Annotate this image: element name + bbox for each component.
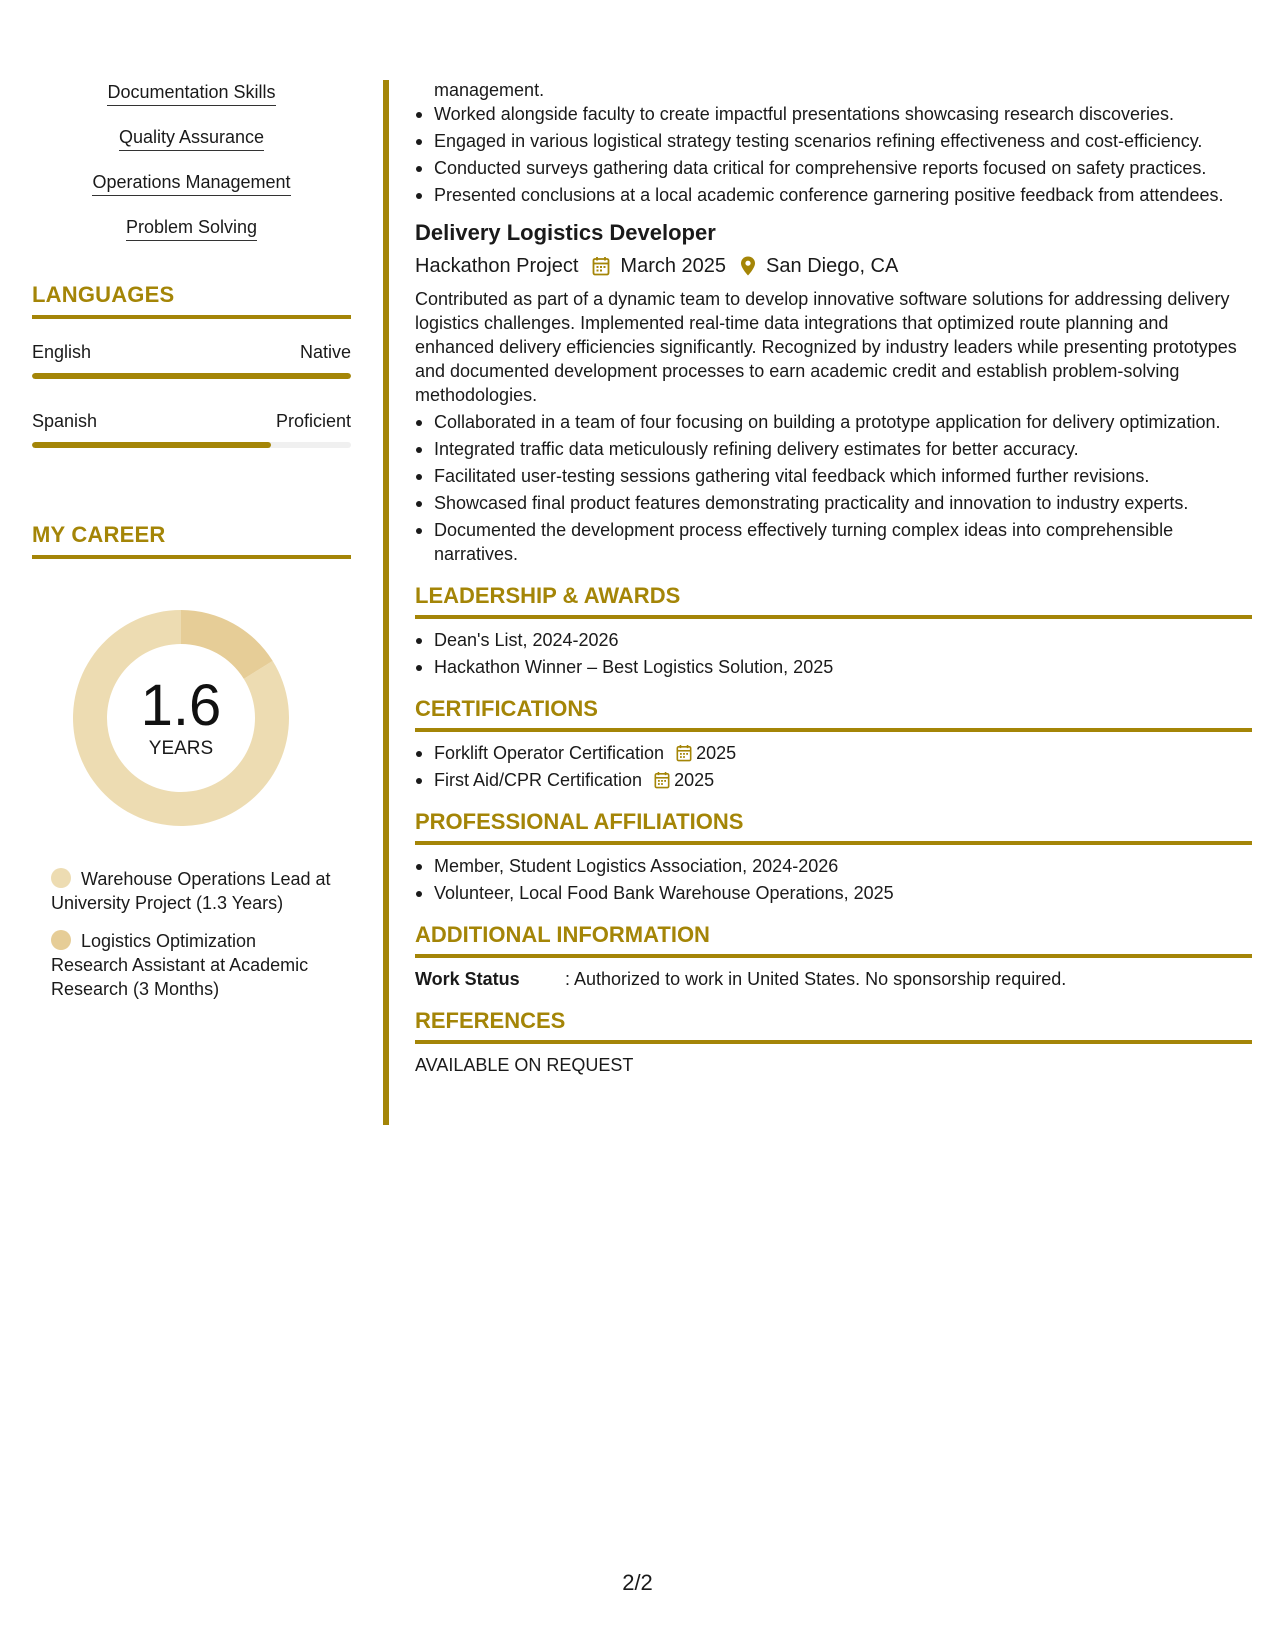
list-item: Worked alongside faculty to create impactful presentations showcasing research discoveries. bbox=[415, 102, 1252, 126]
language-bar-fill bbox=[32, 442, 271, 448]
legend-dot bbox=[51, 868, 71, 888]
section-rule bbox=[415, 841, 1252, 845]
list-item: Member, Student Logistics Association, 2024-2026 bbox=[415, 854, 1252, 878]
list-item: Documented the development process effectively turning complex ideas into comprehensible narratives. bbox=[415, 518, 1252, 566]
skills-list bbox=[32, 80, 351, 260]
skill-item: Operations Management bbox=[92, 170, 290, 196]
cert-name: First Aid/CPR Certification bbox=[434, 770, 643, 790]
list-item bbox=[415, 768, 1252, 792]
work-status-label: Work Status bbox=[415, 969, 520, 989]
skill-item: Quality Assurance bbox=[119, 125, 264, 151]
job-location: San Diego, CA bbox=[766, 255, 899, 277]
job-date: March 2025 bbox=[620, 255, 727, 277]
section-rule bbox=[415, 615, 1252, 619]
language-level: Proficient bbox=[275, 411, 351, 431]
location-pin-icon bbox=[740, 256, 756, 276]
prev-job-bullets bbox=[415, 102, 1252, 207]
list-item: Presented conclusions at a local academic conference garnering positive feedback from attendees. bbox=[415, 183, 1252, 207]
calendar-icon bbox=[592, 256, 610, 276]
career-donut-chart bbox=[66, 603, 296, 833]
language-bar bbox=[32, 373, 351, 379]
column-divider bbox=[383, 80, 389, 1125]
languages-section bbox=[32, 282, 351, 448]
language-row bbox=[32, 411, 351, 432]
list-item: Dean's List, 2024-2026 bbox=[415, 628, 1252, 652]
language-name: Spanish bbox=[32, 411, 98, 431]
page-number: 2/2 bbox=[622, 1570, 653, 1595]
calendar-icon bbox=[654, 771, 670, 789]
skill-item: Problem Solving bbox=[126, 215, 257, 241]
list-item: Hackathon Winner – Best Logistics Solution, 2025 bbox=[415, 655, 1252, 679]
certifications-heading: CERTIFICATIONS bbox=[415, 696, 598, 721]
career-legend bbox=[32, 867, 351, 1001]
section-rule bbox=[32, 315, 351, 319]
leadership-heading: LEADERSHIP & AWARDS bbox=[415, 583, 681, 608]
legend-item bbox=[51, 867, 331, 915]
language-level: Native bbox=[299, 342, 351, 362]
calendar-icon bbox=[676, 744, 692, 762]
list-item: Showcased final product features demonstrating practicality and innovation to industry experts. bbox=[415, 491, 1252, 515]
cert-year: 2025 bbox=[674, 770, 715, 790]
legend-label: Warehouse Operations Lead at University Project (1.3 Years) bbox=[51, 869, 331, 913]
legend-dot bbox=[51, 930, 71, 950]
language-bar-fill bbox=[32, 373, 351, 379]
career-total: 1.6 bbox=[140, 673, 222, 738]
job-org: Hackathon Project bbox=[415, 255, 579, 277]
affiliations-list bbox=[415, 854, 1252, 905]
job-bullets bbox=[415, 410, 1252, 566]
list-item bbox=[415, 741, 1252, 765]
section-rule bbox=[32, 555, 351, 559]
section-rule bbox=[415, 728, 1252, 732]
languages-heading: LANGUAGES bbox=[32, 282, 175, 307]
career-unit: YEARS bbox=[148, 738, 214, 759]
job-title: Delivery Logistics Developer bbox=[415, 220, 716, 245]
certifications-list bbox=[415, 741, 1252, 792]
language-name: English bbox=[32, 342, 92, 362]
list-item: Conducted surveys gathering data critical for comprehensive reports focused on safety practices. bbox=[415, 156, 1252, 180]
job-meta bbox=[415, 253, 1252, 279]
legend-label: Logistics Optimization Research Assistant at Academic Research (3 Months) bbox=[51, 931, 309, 999]
cert-name: Forklift Operator Certification bbox=[434, 743, 665, 763]
leadership-list bbox=[415, 628, 1252, 679]
legend-item bbox=[51, 929, 331, 1001]
language-bar bbox=[32, 442, 351, 448]
additional-heading: ADDITIONAL INFORMATION bbox=[415, 922, 710, 947]
list-item: Volunteer, Local Food Bank Warehouse Operations, 2025 bbox=[415, 881, 1252, 905]
list-item: Collaborated in a team of four focusing on building a prototype application for delivery optimization. bbox=[415, 410, 1252, 434]
list-item: Facilitated user-testing sessions gathering vital feedback which informed further revisions. bbox=[415, 464, 1252, 488]
list-item: Engaged in various logistical strategy testing scenarios refining effectiveness and cost-efficiency. bbox=[415, 129, 1252, 153]
cert-year: 2025 bbox=[696, 743, 737, 763]
skill-item: Documentation Skills bbox=[107, 80, 275, 106]
career-section bbox=[32, 522, 351, 1001]
prev-job-continuation: management. bbox=[434, 80, 545, 100]
donut-center bbox=[66, 603, 296, 833]
left-column bbox=[32, 80, 351, 1015]
work-status-value: : Authorized to work in United States. No sponsorship required. bbox=[565, 969, 1067, 989]
right-column bbox=[415, 78, 1252, 1077]
affiliations-heading: PROFESSIONAL AFFILIATIONS bbox=[415, 809, 744, 834]
career-heading: MY CAREER bbox=[32, 522, 166, 547]
language-row bbox=[32, 342, 351, 363]
references-text: AVAILABLE ON REQUEST bbox=[415, 1055, 634, 1075]
list-item: Integrated traffic data meticulously refining delivery estimates for better accuracy. bbox=[415, 437, 1252, 461]
section-rule bbox=[415, 1040, 1252, 1044]
section-rule bbox=[415, 954, 1252, 958]
job-description: Contributed as part of a dynamic team to develop innovative software solutions for addressing delivery logistics challenges. Implemented real-time data integrations that optimized route planning and enhanced delivery efficiencies significantly. Recognized by industry leaders while presenting prototypes and documented development processes to earn academic credit and establish problem-solving methodologies. bbox=[415, 289, 1237, 405]
work-status-row bbox=[415, 967, 1252, 991]
references-heading: REFERENCES bbox=[415, 1008, 566, 1033]
